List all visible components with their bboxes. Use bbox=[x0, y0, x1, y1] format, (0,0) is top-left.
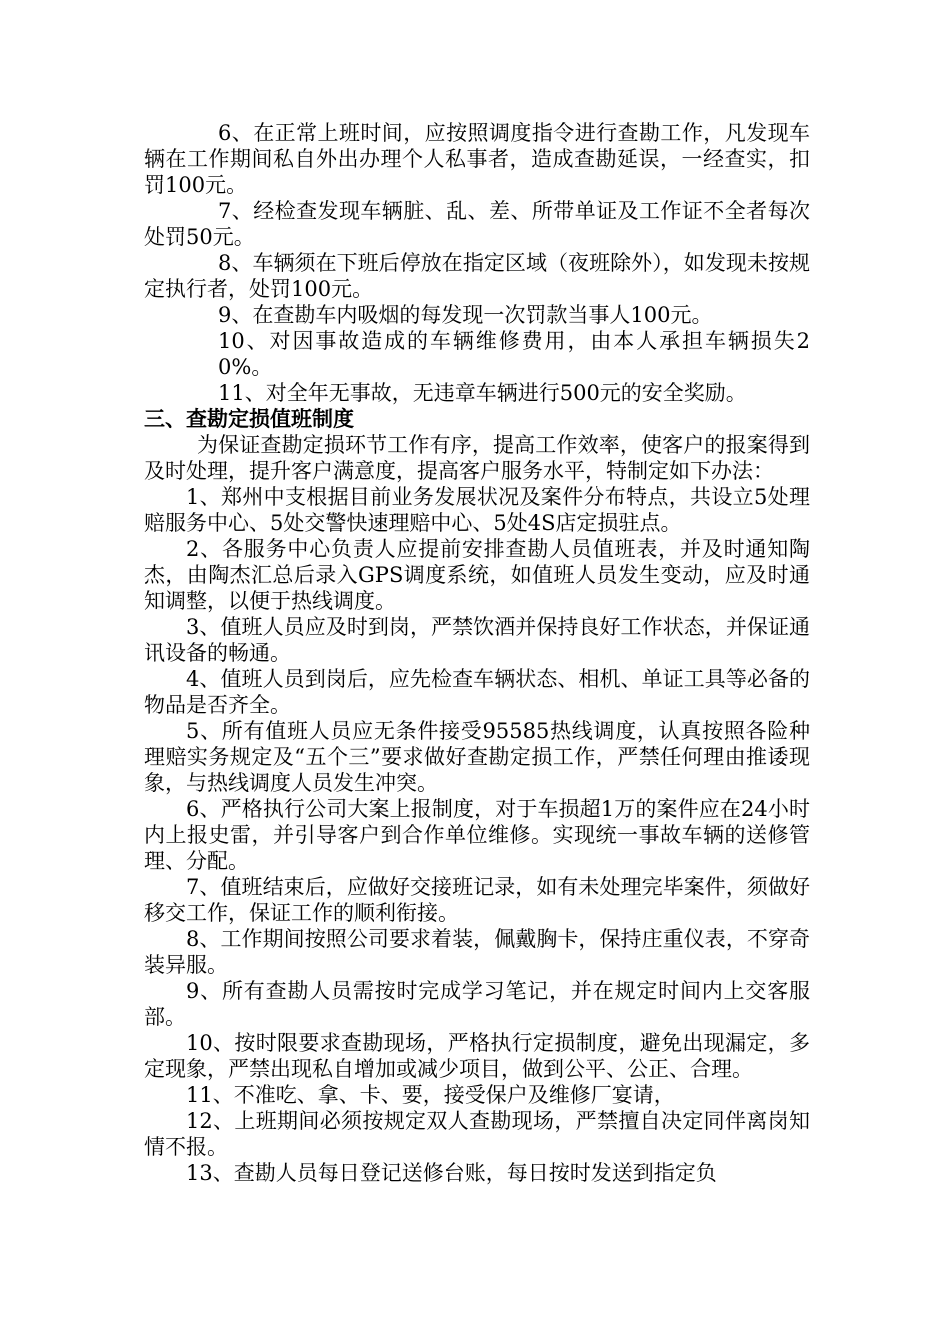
rule-item-9: 9、在查勘车内吸烟的每发现一次罚款当事人100元。 bbox=[218, 303, 713, 327]
duty-item-7: 7、值班结束后，应做好交接班记录，如有未处理完毕案件，须做好移交工作，保证工作的顺利衔接。 bbox=[144, 875, 810, 925]
duty-item-6: 6、严格执行公司大案上报制度，对于车损超1万的案件应在24小时内上报史雷，并引导客户到合作单位维修。实现统一事故车辆的送修管理、分配。 bbox=[144, 797, 810, 873]
duty-item-9: 9、所有查勘人员需按时完成学习笔记，并在规定时间内上交客服部。 bbox=[144, 979, 810, 1029]
duty-item-11: 11、不准吃、拿、卡、要，接受保户及维修厂宴请， bbox=[186, 1083, 675, 1107]
document-body bbox=[144, 120, 810, 1186]
rule-item-7: 7、经检查发现车辆脏、乱、差、所带单证及工作证不全者每次处罚50元。 bbox=[144, 199, 810, 249]
rule-item-8: 8、车辆须在下班后停放在指定区域（夜班除外），如发现未按规定执行者，处罚100元。 bbox=[144, 251, 810, 301]
duty-item-13: 13、查勘人员每日登记送修台账，每日按时发送到指定负 bbox=[186, 1161, 717, 1185]
duty-item-8: 8、工作期间按照公司要求着装，佩戴胸卡，保持庄重仪表，不穿奇装异服。 bbox=[144, 927, 810, 977]
duty-item-3: 3、值班人员应及时到岗，严禁饮酒并保持良好工作状态，并保证通讯设备的畅通。 bbox=[144, 615, 810, 665]
rule-item-11: 11、对全年无事故，无违章车辆进行500元的安全奖励。 bbox=[218, 381, 747, 405]
rule-item-10: 10、对因事故造成的车辆维修费用，由本人承担车辆损失20%。 bbox=[218, 329, 810, 379]
rule-item-6: 6、在正常上班时间，应按照调度指令进行查勘工作，凡发现车辆在工作期间私自外出办理个人私事者，造成查勘延误，一经查实，扣罚100元。 bbox=[144, 121, 810, 197]
duty-item-1: 1、郑州中支根据目前业务发展状况及案件分布特点，共设立5处理赔服务中心、5处交警快速理赔中心、5处4S店定损驻点。 bbox=[144, 485, 810, 535]
duty-item-12: 12、上班期间必须按规定双人查勘现场，严禁擅自决定同伴离岗知情不报。 bbox=[144, 1109, 810, 1159]
section-heading: 三、查勘定损值班制度 bbox=[144, 407, 354, 431]
duty-item-10: 10、按时限要求查勘现场，严格执行定损制度，避免出现漏定，多定现象，严禁出现私自增加或减少项目，做到公平、公正、合理。 bbox=[144, 1031, 810, 1081]
duty-item-5: 5、所有值班人员应无条件接受95585热线调度，认真按照各险种理赔实务规定及“五个三”要求做好查勘定损工作，严禁任何理由推诿现象，与热线调度人员发生冲突。 bbox=[144, 719, 810, 795]
duty-item-2: 2、各服务中心负责人应提前安排查勘人员值班表，并及时通知陶杰，由陶杰汇总后录入GPS调度系统，如值班人员发生变动，应及时通知调整，以便于热线调度。 bbox=[144, 537, 810, 613]
duty-item-4: 4、值班人员到岗后，应先检查车辆状态、相机、单证工具等必备的物品是否齐全。 bbox=[144, 667, 810, 717]
section-intro: 为保证查勘定损环节工作有序，提高工作效率，使客户的报案得到及时处理，提升客户满意度，提高客户服务水平，特制定如下办法： bbox=[144, 433, 810, 483]
